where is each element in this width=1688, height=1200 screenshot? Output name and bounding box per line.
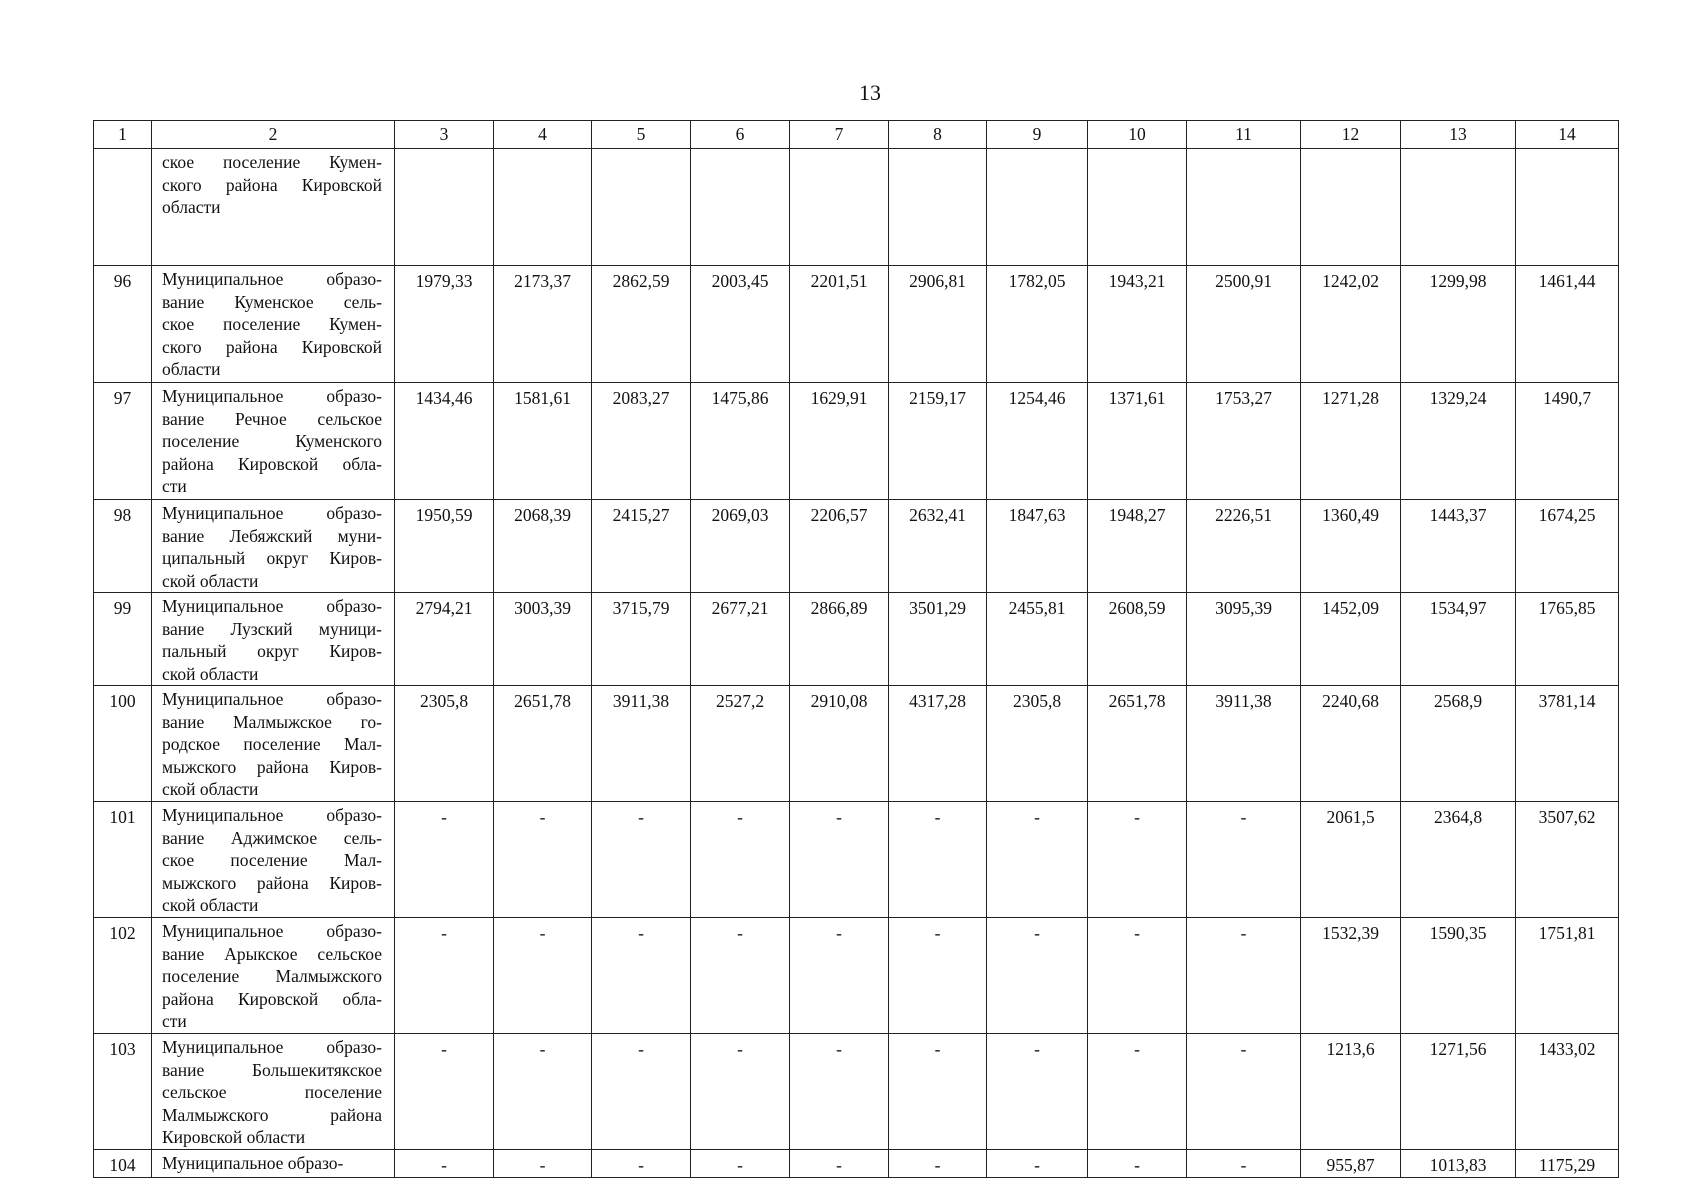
value-cell: 1299,98 [1401,266,1516,383]
value-cell: - [790,1150,889,1178]
value-cell: - [1187,1034,1301,1150]
column-header-13: 13 [1401,121,1516,149]
column-header-10: 10 [1088,121,1187,149]
data-table [93,120,1619,1178]
value-cell: 1475,86 [691,383,790,500]
name-line: вание Арыкское сельское [162,943,382,964]
name-line: вание Лебяжский муни- [162,525,382,546]
value-cell: 2003,45 [691,266,790,383]
value-cell: 1490,7 [1516,383,1619,500]
value-cell [494,149,592,266]
value-cell: 1948,27 [1088,500,1187,593]
row-number: 101 [94,802,152,918]
municipality-name [152,1034,395,1150]
name-line: ское поселение Кумен- [162,314,382,334]
table-row [94,383,1619,500]
value-cell: 2240,68 [1301,686,1401,802]
row-number: 98 [94,500,152,593]
column-header-3: 3 [395,121,494,149]
row-number: 99 [94,593,152,686]
value-cell: - [1088,802,1187,918]
name-line: вание Куменское сель- [162,291,382,312]
value-cell: 1254,46 [987,383,1088,500]
value-cell: 2568,9 [1401,686,1516,802]
value-cell: 3003,39 [494,593,592,686]
value-cell: 1434,46 [395,383,494,500]
table-row [94,500,1619,593]
name-line: пальный округ Киров- [162,641,382,661]
value-cell: 4317,28 [889,686,987,802]
value-cell: - [1187,802,1301,918]
value-cell: 2866,89 [790,593,889,686]
value-cell: - [1187,1150,1301,1178]
value-cell: - [592,1150,691,1178]
row-number: 104 [94,1150,152,1178]
value-cell: - [691,918,790,1034]
value-cell: - [395,1034,494,1150]
value-cell [1516,149,1619,266]
value-cell: 1782,05 [987,266,1088,383]
value-cell: - [1088,1150,1187,1178]
value-cell: 1461,44 [1516,266,1619,383]
value-cell [790,149,889,266]
row-number [94,149,152,266]
table-body [94,149,1619,1178]
name-line: ского района Кировской [162,336,382,357]
value-cell [987,149,1088,266]
name-line: сти [162,476,187,496]
value-cell: 2201,51 [790,266,889,383]
value-cell: - [987,802,1088,918]
value-cell: - [592,802,691,918]
row-number: 96 [94,266,152,383]
name-line: вание Большекитякское [162,1059,382,1080]
value-cell: 3911,38 [592,686,691,802]
name-line: Муниципальное образо- [162,503,382,523]
value-cell: - [691,1034,790,1150]
value-cell: 3911,38 [1187,686,1301,802]
value-cell: 2794,21 [395,593,494,686]
value-cell: 1213,6 [1301,1034,1401,1150]
value-cell: 2677,21 [691,593,790,686]
table-row [94,802,1619,918]
municipality-name [152,802,395,918]
value-cell [1301,149,1401,266]
name-line: Муниципальное образо- [162,596,382,616]
column-header-5: 5 [592,121,691,149]
value-cell: - [1088,918,1187,1034]
value-cell: - [987,918,1088,1034]
value-cell: - [395,802,494,918]
header-row [94,121,1619,149]
value-cell: - [691,1150,790,1178]
row-number: 97 [94,383,152,500]
value-cell: - [987,1034,1088,1150]
name-line: вание Аджимское сель- [162,827,382,848]
value-cell: 1581,61 [494,383,592,500]
value-cell: - [889,1150,987,1178]
value-cell: 2632,41 [889,500,987,593]
name-line: области [162,197,221,217]
value-cell: 2226,51 [1187,500,1301,593]
name-line: района Кировской обла- [162,453,382,474]
value-cell: - [987,1150,1088,1178]
name-line: ского района Кировской [162,174,382,195]
value-cell: 2862,59 [592,266,691,383]
value-cell: - [494,1150,592,1178]
value-cell: 1979,33 [395,266,494,383]
name-line: Муниципальное образо- [162,805,382,825]
value-cell: 2159,17 [889,383,987,500]
value-cell: 2455,81 [987,593,1088,686]
name-line: поселение Малмыжского [162,966,382,986]
name-line: Кировской области [162,1127,306,1147]
value-cell: 1534,97 [1401,593,1516,686]
name-line: вание Малмыжское го- [162,711,382,732]
value-cell: 1452,09 [1301,593,1401,686]
column-header-6: 6 [691,121,790,149]
value-cell: 1847,63 [987,500,1088,593]
column-header-9: 9 [987,121,1088,149]
value-cell: 1629,91 [790,383,889,500]
value-cell: 1013,83 [1401,1150,1516,1178]
value-cell: - [790,802,889,918]
table-row [94,918,1619,1034]
value-cell: 2305,8 [395,686,494,802]
name-line: Муниципальное образо- [162,921,382,941]
value-cell [395,149,494,266]
value-cell: 1765,85 [1516,593,1619,686]
value-cell: 1271,56 [1401,1034,1516,1150]
value-cell: 1360,49 [1301,500,1401,593]
column-header-2: 2 [152,121,395,149]
value-cell: 2415,27 [592,500,691,593]
column-header-14: 14 [1516,121,1619,149]
table-row [94,149,1619,266]
name-line: области [162,359,221,379]
value-cell: - [790,1034,889,1150]
table-row [94,1150,1619,1178]
value-cell: 1443,37 [1401,500,1516,593]
value-cell: 1175,29 [1516,1150,1619,1178]
value-cell: 1674,25 [1516,500,1619,593]
name-line: родское поселение Мал- [162,734,382,754]
value-cell: 1751,81 [1516,918,1619,1034]
value-cell [1088,149,1187,266]
value-cell: 3781,14 [1516,686,1619,802]
value-cell: 3507,62 [1516,802,1619,918]
value-cell: 955,87 [1301,1150,1401,1178]
value-cell [1187,149,1301,266]
value-cell [691,149,790,266]
value-cell: 1590,35 [1401,918,1516,1034]
column-header-11: 11 [1187,121,1301,149]
value-cell: 2305,8 [987,686,1088,802]
value-cell: - [592,1034,691,1150]
value-cell: 2206,57 [790,500,889,593]
municipality-name [152,593,395,686]
value-cell: 2906,81 [889,266,987,383]
value-cell [592,149,691,266]
name-line: сельское поселение [162,1082,382,1102]
value-cell: - [889,918,987,1034]
name-line: поселение Куменского [162,431,382,451]
value-cell: - [790,918,889,1034]
value-cell: 1371,61 [1088,383,1187,500]
row-number: 102 [94,918,152,1034]
value-cell: 2173,37 [494,266,592,383]
municipality-name [152,149,395,266]
name-line: ской области [162,570,259,591]
value-cell: 3715,79 [592,593,691,686]
row-number: 103 [94,1034,152,1150]
value-cell: 2651,78 [494,686,592,802]
column-header-4: 4 [494,121,592,149]
value-cell: - [395,1150,494,1178]
value-cell: 2500,91 [1187,266,1301,383]
value-cell: - [494,1034,592,1150]
value-cell: 2364,8 [1401,802,1516,918]
value-cell: 2651,78 [1088,686,1187,802]
value-cell: 3095,39 [1187,593,1301,686]
name-line: ское поселение Кумен- [162,152,382,172]
column-header-1: 1 [94,121,152,149]
value-cell: 2068,39 [494,500,592,593]
name-line: вание Лузский муници- [162,618,382,639]
name-line: ской области [162,663,259,684]
row-number: 100 [94,686,152,802]
value-cell: 1329,24 [1401,383,1516,500]
value-cell: 1950,59 [395,500,494,593]
page-number: 13 [859,80,881,105]
value-cell: 1433,02 [1516,1034,1619,1150]
value-cell: - [494,802,592,918]
table-row [94,593,1619,686]
value-cell: - [889,802,987,918]
value-cell: - [592,918,691,1034]
name-line: ской области [162,779,259,799]
municipality-name [152,918,395,1034]
value-cell: 2910,08 [790,686,889,802]
name-line: мыжского района Киров- [162,872,382,893]
value-cell: 2527,2 [691,686,790,802]
value-cell [889,149,987,266]
municipality-name [152,500,395,593]
name-line: Муниципальное образо- [162,1037,382,1057]
name-line: Муниципальное образо- [162,1153,344,1173]
table-row [94,686,1619,802]
municipality-name [152,266,395,383]
value-cell: - [889,1034,987,1150]
name-line: Муниципальное образо- [162,269,382,289]
column-header-8: 8 [889,121,987,149]
value-cell: 1943,21 [1088,266,1187,383]
municipality-name [152,383,395,500]
table-row [94,266,1619,383]
name-line: Муниципальное образо- [162,386,382,406]
name-line: ской области [162,895,259,915]
value-cell: 2608,59 [1088,593,1187,686]
column-header-7: 7 [790,121,889,149]
value-cell: 3501,29 [889,593,987,686]
value-cell: 1532,39 [1301,918,1401,1034]
value-cell: 2083,27 [592,383,691,500]
value-cell: - [494,918,592,1034]
value-cell: 1271,28 [1301,383,1401,500]
municipality-name [152,1150,395,1178]
name-line: Малмыжского района [162,1104,382,1125]
value-cell: 1242,02 [1301,266,1401,383]
value-cell [1401,149,1516,266]
name-line: сти [162,1011,187,1031]
value-cell: 2061,5 [1301,802,1401,918]
name-line: ципальный округ Киров- [162,548,382,568]
municipality-name [152,686,395,802]
value-cell: - [1088,1034,1187,1150]
value-cell: 1753,27 [1187,383,1301,500]
name-line: ское поселение Мал- [162,850,382,870]
column-header-12: 12 [1301,121,1401,149]
name-line: мыжского района Киров- [162,756,382,777]
name-line: района Кировской обла- [162,988,382,1009]
table-row [94,1034,1619,1150]
value-cell: - [1187,918,1301,1034]
value-cell: - [395,918,494,1034]
value-cell: - [691,802,790,918]
name-line: Муниципальное образо- [162,689,382,709]
value-cell: 2069,03 [691,500,790,593]
name-line: вание Речное сельское [162,408,382,429]
